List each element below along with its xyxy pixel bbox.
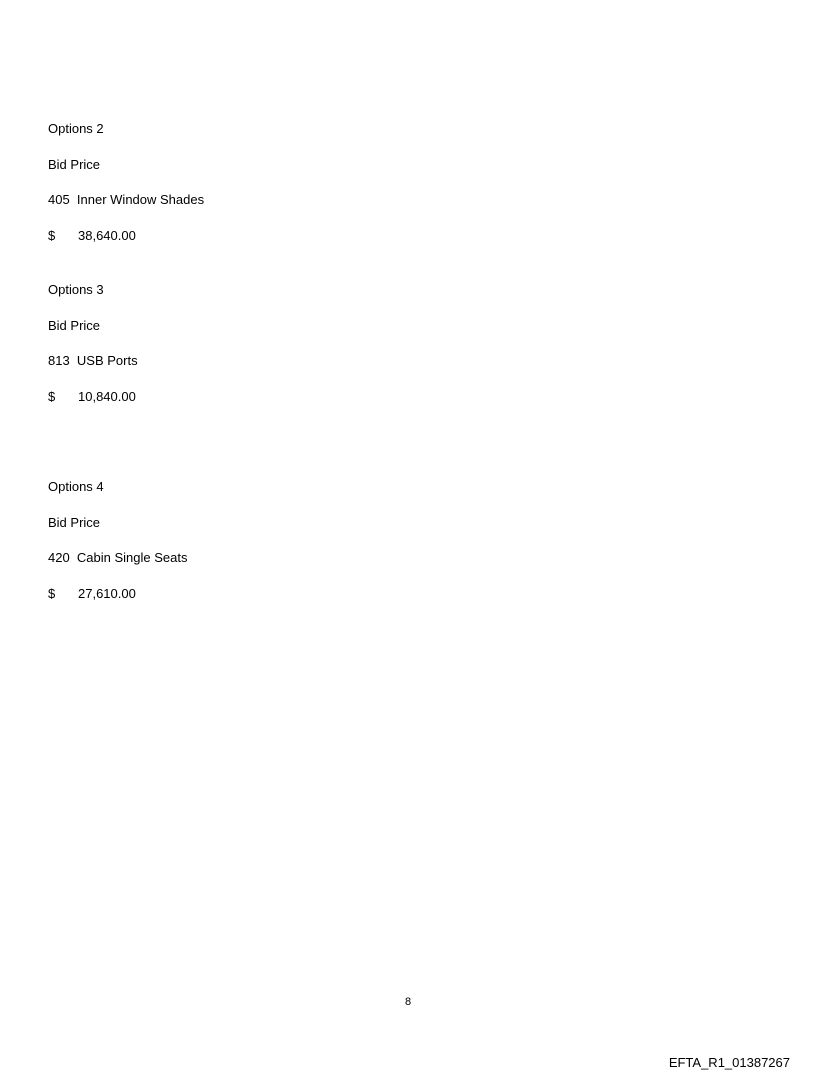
price-amount: 10,840.00 [78,389,136,404]
price-amount: 27,610.00 [78,586,136,601]
currency-symbol: $ [48,586,56,601]
price-amount: 38,640.00 [78,228,136,243]
page-number: 8 [404,996,412,1008]
option-price [48,389,136,405]
option-price [48,228,136,244]
option-heading: Options 4 [48,479,104,494]
document-id: EFTA_R1_01387267 [668,1055,790,1070]
currency-symbol: $ [48,228,56,243]
option-item: 420 Cabin Single Seats [48,550,188,565]
bid-price-label: Bid Price [48,318,101,333]
bid-price-label: Bid Price [48,515,101,530]
option-price [48,586,136,602]
bid-price-label: Bid Price [48,157,101,172]
option-item: 405 Inner Window Shades [48,192,205,207]
option-item: 813 USB Ports [48,353,138,368]
option-heading: Options 3 [48,282,104,297]
currency-symbol: $ [48,389,56,404]
option-heading: Options 2 [48,121,104,136]
